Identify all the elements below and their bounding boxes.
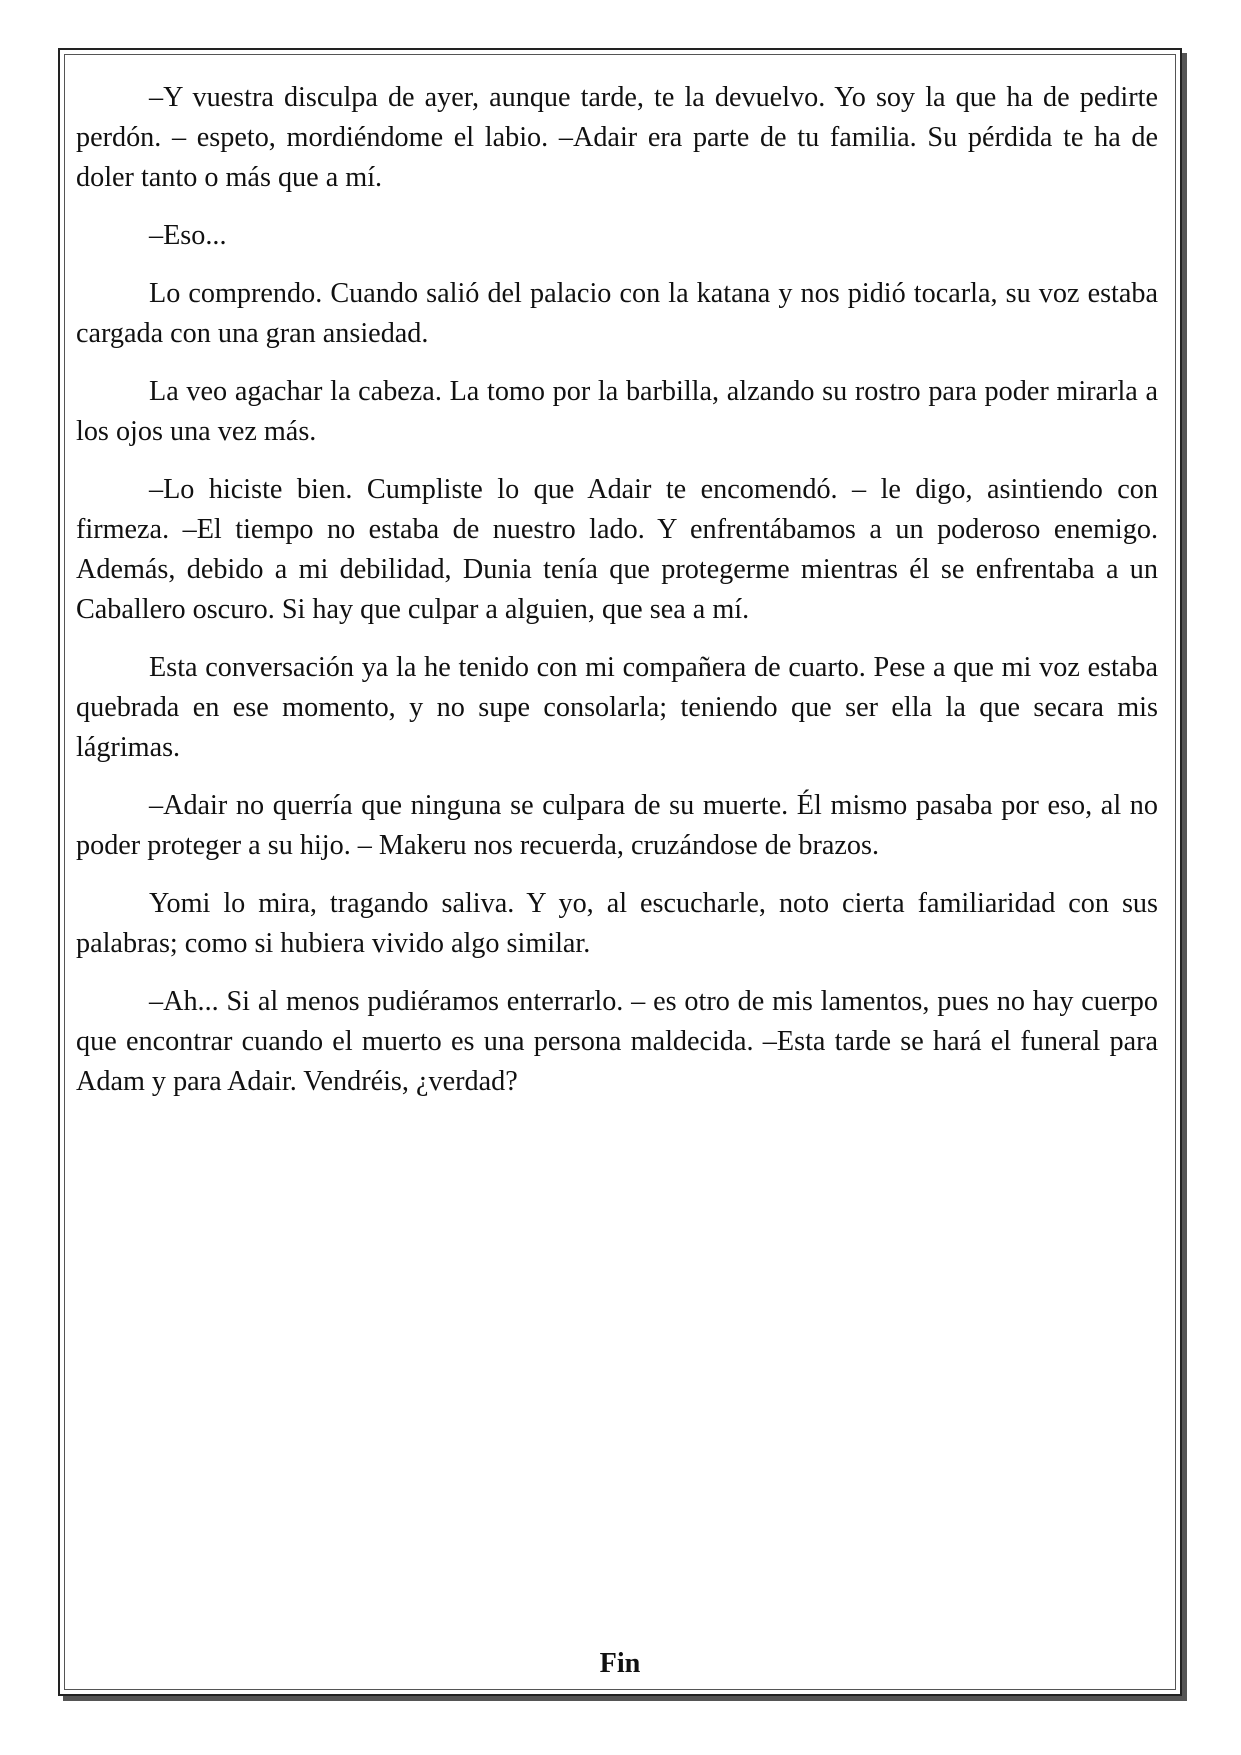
- page-frame: [58, 48, 1182, 1696]
- paragraph-3: Lo comprendo. Cuando salió del palacio con la katana y nos pidió tocarla, su voz estaba cargada con una gran ansiedad.: [76, 278, 1158, 349]
- closing-word: Fin: [599, 1648, 641, 1679]
- paragraph-6: Esta conversación ya la he tenido con mi compañera de cuarto. Pese a que mi voz estaba quebrada en ese momento, y no supe consolarla; teniendo que ser ella la que secara mis lágrimas.: [76, 652, 1158, 763]
- paragraph-1: –Y vuestra disculpa de ayer, aunque tarde, te la devuelvo. Yo soy la que ha de pedirte perdón. – espeto, mordiéndome el labio. –Adair era parte de tu familia. Su pérdida te ha de doler tanto o más que a mí.: [76, 82, 1158, 193]
- paragraph-8: Yomi lo mira, tragando saliva. Y yo, al escucharle, noto cierta familiaridad con sus palabras; como si hubiera vivido algo similar.: [76, 888, 1158, 959]
- paragraph-2: –Eso...: [149, 220, 227, 251]
- paragraph-5: –Lo hiciste bien. Cumpliste lo que Adair te encomendó. – le digo, asintiendo con firmeza. –El tiempo no estaba de nuestro lado. Y enfrentábamos a un poderoso enemigo. Además, debido a mi debilidad, Dunia tenía que protegerme mientras él se enfrentaba a un Caballero oscuro. Si hay que culpar a alguien, que sea a mí.: [76, 474, 1158, 625]
- paragraph-9: –Ah... Si al menos pudiéramos enterrarlo. – es otro de mis lamentos, pues no hay cuerpo que encontrar cuando el muerto es una persona maldecida. –Esta tarde se hará el funeral para Adam y para Adair. Vendréis, ¿verdad?: [76, 986, 1158, 1097]
- paragraph-7: –Adair no querría que ninguna se culpara de su muerte. Él mismo pasaba por eso, al no poder proteger a su hijo. – Makeru nos recuerda, cruzándose de brazos.: [76, 790, 1158, 861]
- paragraph-4: La veo agachar la cabeza. La tomo por la barbilla, alzando su rostro para poder mirarla a los ojos una vez más.: [76, 376, 1158, 447]
- text-body: [76, 78, 1158, 1120]
